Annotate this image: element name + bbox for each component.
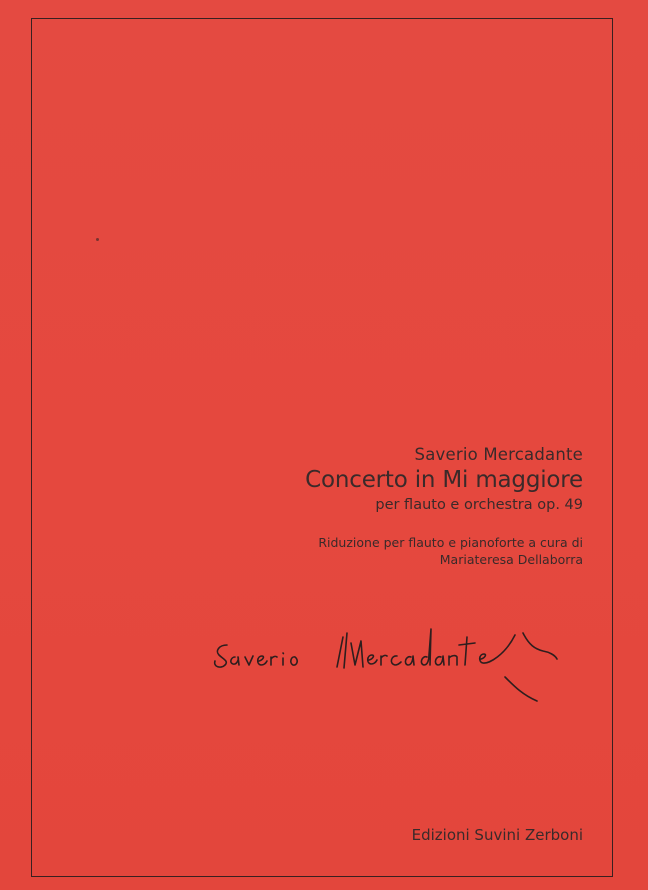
paper-speck — [96, 238, 99, 241]
composer-name: Saverio Mercadante — [414, 445, 583, 464]
work-subtitle: per flauto e orchestra op. 49 — [375, 497, 583, 513]
work-title: Concerto in Mi maggiore — [305, 467, 583, 493]
publisher-name: Edizioni Suvini Zerboni — [411, 826, 583, 844]
title-block — [305, 445, 583, 568]
editor-name: Mariateresa Dellaborra — [439, 552, 583, 567]
composer-signature — [205, 615, 585, 710]
reduction-note: Riduzione per flauto e pianoforte a cura di — [318, 535, 583, 550]
